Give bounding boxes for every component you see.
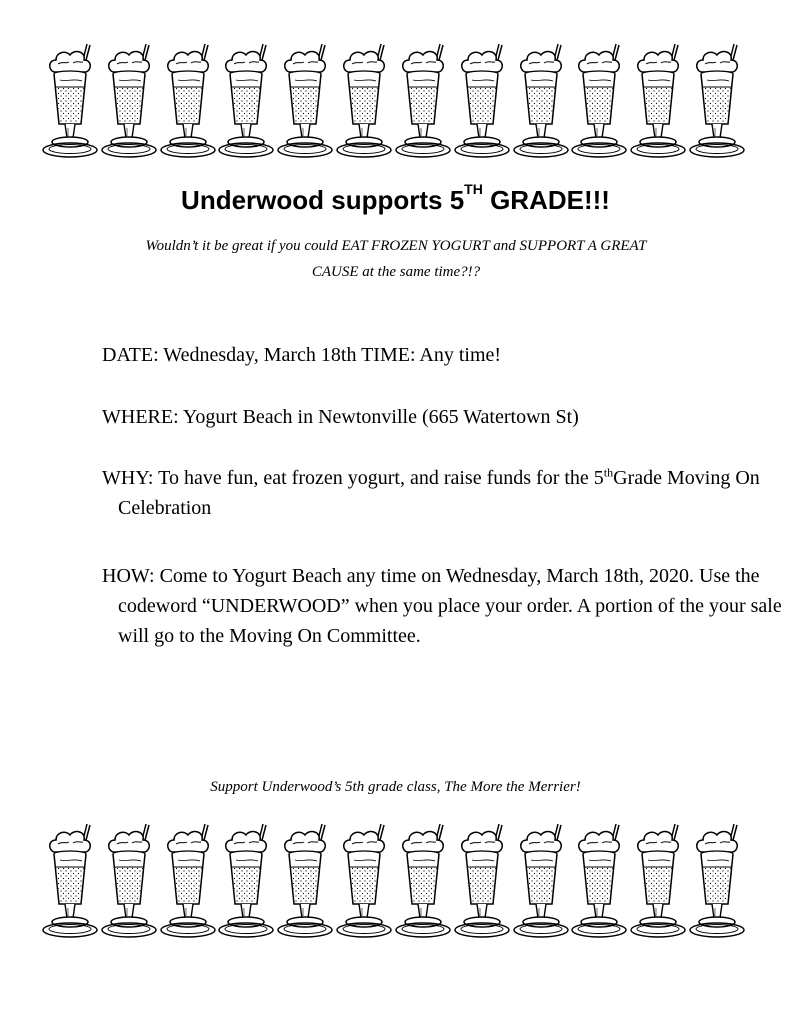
title-suffix: GRADE!!! <box>482 185 610 215</box>
sundae-glass-icon <box>218 822 276 940</box>
detail-date: DATE: Wednesday, March 18th TIME: Any time! <box>102 344 502 366</box>
sundae-glass-icon <box>42 822 100 940</box>
sundae-glass-icon <box>218 42 276 160</box>
sundae-glass-icon <box>630 822 688 940</box>
sundae-glass-icon <box>454 42 512 160</box>
sundae-glass-icon <box>277 822 335 940</box>
sundae-border-bottom <box>42 822 747 940</box>
sundae-glass-icon <box>336 42 394 160</box>
sundae-glass-icon <box>630 42 688 160</box>
footer-slogan: Support Underwood’s 5th grade class, The More the Merrier! <box>210 779 581 795</box>
sundae-glass-icon <box>101 822 159 940</box>
sundae-glass-icon <box>277 42 335 160</box>
sundae-border-top <box>42 42 747 160</box>
page-title <box>0 183 791 217</box>
detail-how: HOW: Come to Yogurt Beach any time on Wednesday, March 18th, 2020. Use the codeword “UNDERWOOD” when you place your order. A portion of the your sale will go to the Moving On Committee. <box>102 565 782 647</box>
sundae-glass-icon <box>513 822 571 940</box>
detail-why-superscript: th <box>603 465 614 480</box>
detail-why-text: WHY: To have fun, eat frozen yogurt, and raise funds for the 5 <box>102 467 604 489</box>
sundae-glass-icon <box>160 822 218 940</box>
sundae-glass-icon <box>101 42 159 160</box>
sundae-glass-icon <box>689 42 747 160</box>
title-prefix: Underwood supports 5 <box>181 185 465 215</box>
subtitle-line-1: Wouldn’t it be great if you could EAT FROZEN YOGURT and SUPPORT A GREAT <box>145 238 647 254</box>
subtitle <box>60 233 732 285</box>
sundae-glass-icon <box>513 42 571 160</box>
sundae-glass-icon <box>689 822 747 940</box>
title-superscript: TH <box>464 181 483 197</box>
sundae-glass-icon <box>395 822 453 940</box>
detail-why <box>102 463 788 523</box>
detail-why-suffix: Grade Moving On Celebration <box>118 467 760 519</box>
subtitle-line-2: CAUSE at the same time?!? <box>311 264 481 280</box>
sundae-glass-icon <box>571 42 629 160</box>
detail-where: WHERE: Yogurt Beach in Newtonville (665 Watertown St) <box>102 406 579 428</box>
sundae-glass-icon <box>160 42 218 160</box>
sundae-glass-icon <box>336 822 394 940</box>
sundae-glass-icon <box>395 42 453 160</box>
sundae-glass-icon <box>42 42 100 160</box>
sundae-glass-icon <box>571 822 629 940</box>
sundae-glass-icon <box>454 822 512 940</box>
